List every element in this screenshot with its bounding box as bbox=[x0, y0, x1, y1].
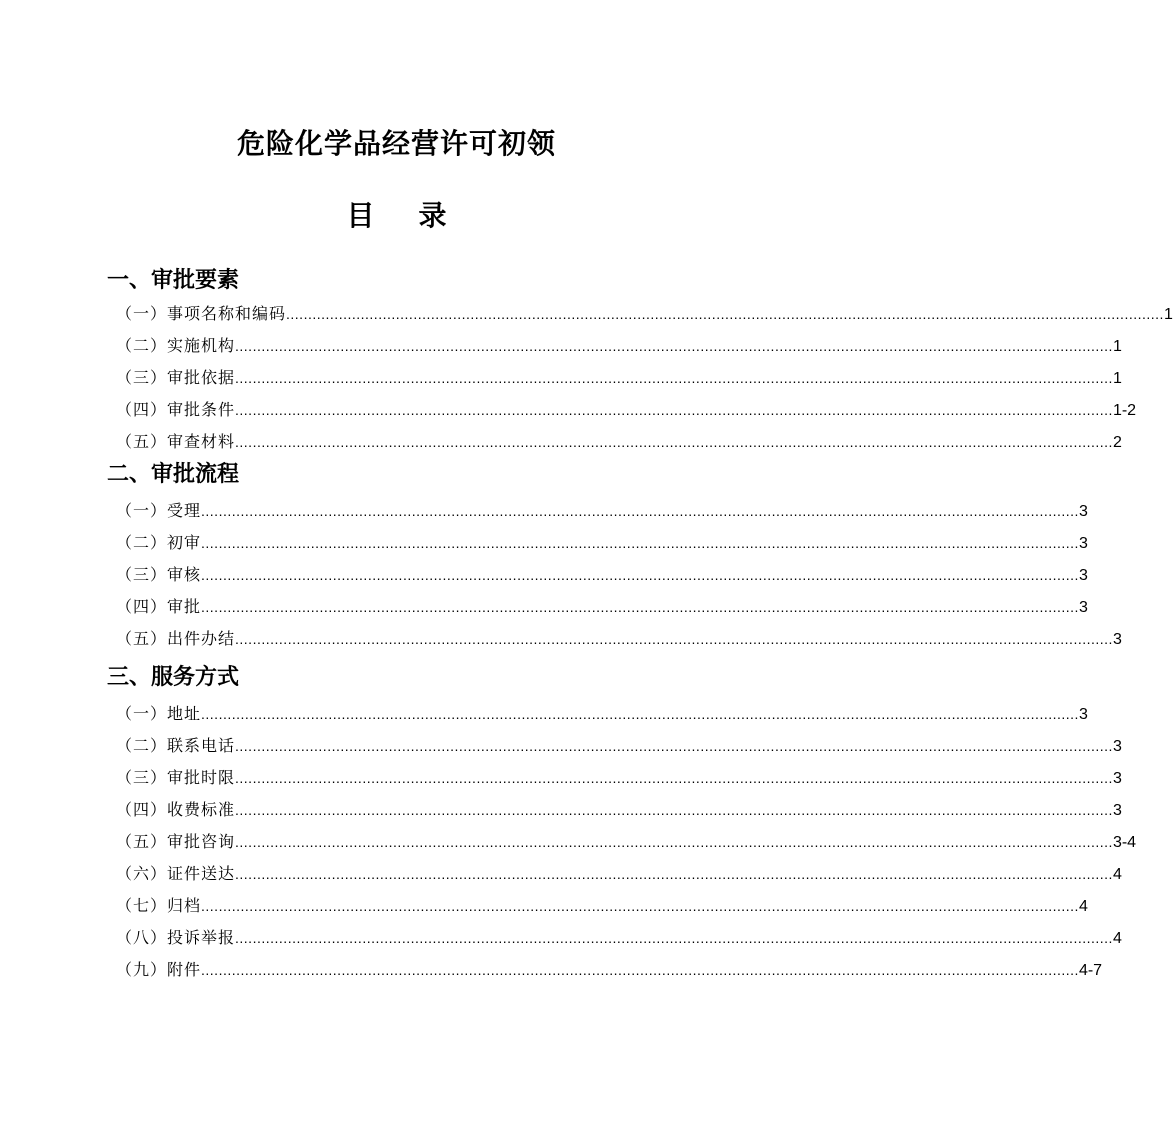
toc-entry-label: （一）受理 bbox=[116, 501, 202, 520]
toc-entry-page: 3-4 bbox=[1112, 834, 1137, 851]
toc-entry[interactable] bbox=[116, 398, 1137, 422]
toc-entry[interactable] bbox=[116, 531, 1088, 555]
toc-entry[interactable] bbox=[116, 334, 1122, 358]
toc-leader-dots: ........................................................................................................................................................................................................ bbox=[201, 962, 1079, 978]
toc-entry-page: 4 bbox=[1112, 866, 1122, 883]
toc-entry-page: 1 bbox=[1112, 338, 1122, 355]
toc-leader-dots: ........................................................................................................................................................................................................ bbox=[235, 834, 1113, 850]
toc-entry-page: 3 bbox=[1112, 631, 1122, 648]
toc-leader-dots: ........................................................................................................................................................................................................ bbox=[201, 898, 1079, 914]
toc-entry-page: 1-2 bbox=[1112, 402, 1137, 419]
toc-entry-label: （五）出件办结 bbox=[116, 629, 236, 648]
section-heading-1: 一、审批要素 bbox=[107, 268, 240, 293]
toc-entry-page: 3 bbox=[1078, 706, 1088, 723]
toc-entry[interactable] bbox=[116, 430, 1122, 454]
toc-entry[interactable] bbox=[116, 894, 1088, 918]
toc-entry-label: （二）联系电话 bbox=[116, 736, 236, 755]
toc-entry[interactable] bbox=[116, 702, 1088, 726]
toc-entry-page: 3 bbox=[1078, 503, 1088, 520]
toc-leader-dots: ........................................................................................................................................................................................................ bbox=[286, 306, 1164, 322]
toc-entry-label: （三）审核 bbox=[116, 565, 202, 584]
document-title: 危险化学品经营许可初领 bbox=[236, 127, 556, 160]
toc-entry[interactable] bbox=[116, 926, 1122, 950]
toc-entry[interactable] bbox=[116, 366, 1122, 390]
toc-leader-dots: ........................................................................................................................................................................................................ bbox=[235, 370, 1113, 386]
toc-entry[interactable] bbox=[116, 499, 1088, 523]
toc-leader-dots: ........................................................................................................................................................................................................ bbox=[201, 535, 1079, 551]
toc-entry[interactable] bbox=[116, 627, 1122, 651]
toc-entry-page: 3 bbox=[1078, 599, 1088, 616]
toc-entry-page: 4 bbox=[1078, 898, 1088, 915]
toc-entry[interactable] bbox=[116, 862, 1122, 886]
toc-entry-page: 3 bbox=[1112, 802, 1122, 819]
toc-leader-dots: ........................................................................................................................................................................................................ bbox=[235, 631, 1113, 647]
toc-entry[interactable] bbox=[116, 302, 1173, 326]
toc-entry-page: 1 bbox=[1163, 306, 1173, 323]
toc-entry-label: （五）审查材料 bbox=[116, 432, 236, 451]
toc-leader-dots: ........................................................................................................................................................................................................ bbox=[201, 503, 1079, 519]
toc-leader-dots: ........................................................................................................................................................................................................ bbox=[235, 866, 1113, 882]
toc-entry-label: （八）投诉举报 bbox=[116, 928, 236, 947]
toc-entry-label: （四）收费标准 bbox=[116, 800, 236, 819]
toc-entry-label: （四）审批条件 bbox=[116, 400, 236, 419]
toc-leader-dots: ........................................................................................................................................................................................................ bbox=[235, 930, 1113, 946]
toc-leader-dots: ........................................................................................................................................................................................................ bbox=[235, 770, 1113, 786]
toc-entry-page: 3 bbox=[1112, 738, 1122, 755]
toc-entry-page: 2 bbox=[1112, 434, 1122, 451]
toc-entry[interactable] bbox=[116, 958, 1103, 982]
toc-entry-label: （三）审批时限 bbox=[116, 768, 236, 787]
toc-heading-right: 录 bbox=[418, 199, 447, 232]
toc-entry-label: （九）附件 bbox=[116, 960, 202, 979]
section-heading-3: 三、服务方式 bbox=[107, 665, 240, 690]
toc-entry-label: （三）审批依据 bbox=[116, 368, 236, 387]
toc-entry-label: （一）事项名称和编码 bbox=[116, 304, 287, 323]
toc-entry-label: （二）初审 bbox=[116, 533, 202, 552]
toc-entry-label: （七）归档 bbox=[116, 896, 202, 915]
toc-leader-dots: ........................................................................................................................................................................................................ bbox=[235, 338, 1113, 354]
toc-heading-left: 目 bbox=[346, 199, 375, 232]
toc-entry[interactable] bbox=[116, 830, 1137, 854]
toc-entry-page: 3 bbox=[1078, 535, 1088, 552]
toc-entry[interactable] bbox=[116, 766, 1122, 790]
toc-heading bbox=[0, 196, 793, 236]
toc-entry-label: （六）证件送达 bbox=[116, 864, 236, 883]
toc-entry-page: 1 bbox=[1112, 370, 1122, 387]
toc-entry-page: 3 bbox=[1078, 567, 1088, 584]
toc-entry-label: （二）实施机构 bbox=[116, 336, 236, 355]
toc-entry-label: （五）审批咨询 bbox=[116, 832, 236, 851]
toc-entry-page: 4 bbox=[1112, 930, 1122, 947]
toc-entry[interactable] bbox=[116, 595, 1088, 619]
toc-leader-dots: ........................................................................................................................................................................................................ bbox=[235, 434, 1113, 450]
section-heading-2: 二、审批流程 bbox=[107, 462, 240, 487]
toc-leader-dots: ........................................................................................................................................................................................................ bbox=[235, 402, 1113, 418]
toc-leader-dots: ........................................................................................................................................................................................................ bbox=[201, 706, 1079, 722]
toc-entry-page: 3 bbox=[1112, 770, 1122, 787]
toc-entry-label: （四）审批 bbox=[116, 597, 202, 616]
toc-entry-label: （一）地址 bbox=[116, 704, 202, 723]
toc-entry[interactable] bbox=[116, 798, 1122, 822]
toc-entry[interactable] bbox=[116, 563, 1088, 587]
toc-leader-dots: ........................................................................................................................................................................................................ bbox=[201, 599, 1079, 615]
toc-entry[interactable] bbox=[116, 734, 1122, 758]
toc-leader-dots: ........................................................................................................................................................................................................ bbox=[235, 738, 1113, 754]
toc-leader-dots: ........................................................................................................................................................................................................ bbox=[235, 802, 1113, 818]
toc-entry-page: 4-7 bbox=[1078, 962, 1103, 979]
toc-leader-dots: ........................................................................................................................................................................................................ bbox=[201, 567, 1079, 583]
